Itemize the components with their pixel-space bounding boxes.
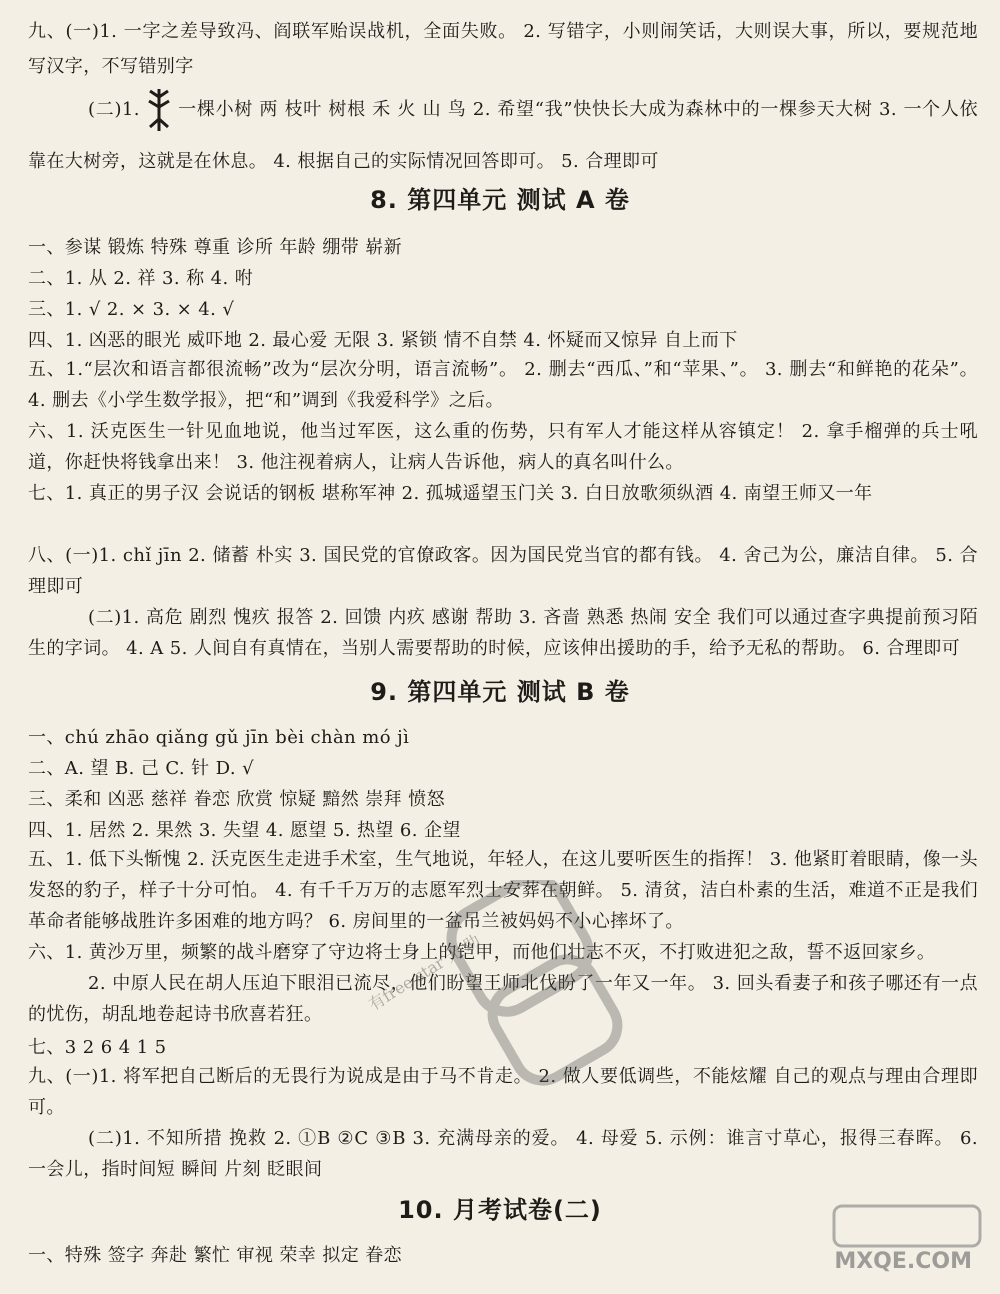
a8-line3: 三、1. √ 2. × 3. × 4. √ [28,299,235,320]
a8-q5: 五、1.“层次和语言都很流畅”改为“层次分明，语言流畅”。 2. 删去“西瓜、”和“苹果、”。 3. 删去“和鲜艳的花朵”。 4. 删去《小学生数学报》，把“和”调到《我爱科学》之后。 [28,359,978,411]
b9-q9-part1: 九、(一)1. 将军把自己断后的无畏行为说成是由于马不肯走。 2. 做人要低调些，不能炫耀 自己的观点与理由合理即可。 [28,1066,978,1118]
part2-text: 一棵小树 两 枝叶 树根 禾 火 山 鸟 2. 希望“我”快快长大成为森林中的一棵参天大树 3. 一个人依靠在大树旁，这就是在休息。 4. 根据自己的实际情况回答即可。 5. 合理即可 [28,99,978,172]
part2-label: (二)1. [88,99,140,120]
a8-line2: 二、1. 从 2. 祥 3. 称 4. 咐 [28,268,254,289]
a8-line4: 四、1. 凶恶的眼光 威吓地 2. 最心爱 无限 3. 紧锁 情不自禁 4. 怀疑而又惊异 自上而下 [28,330,738,351]
a8-line1: 一、参谋 锻炼 特殊 尊重 诊所 年龄 绷带 崭新 [28,237,403,258]
b9-q6-part1: 六、1. 黄沙万里，频繁的战斗磨穿了守边将士身上的铠甲，而他们壮志不灭，不打败进犯之敌，誓不返回家乡。 [28,942,936,963]
section9-part2 [28,84,978,188]
b9-line1: 一、chú zhāo qiǎng gǔ jīn bèi chàn mó jì [28,727,410,748]
a8-q7: 七、1. 真正的男子汉 会说话的钢板 堪称军神 2. 孤城遥望玉门关 3. 白日放歌须纵酒 4. 南望王师又一年 [28,483,873,504]
b9-line3: 三、柔和 凶恶 慈祥 眷恋 欣赏 惊疑 黯然 崇拜 愤怒 [28,789,445,810]
b9-q7: 七、3 2 6 4 1 5 [28,1037,167,1058]
heading-unit4-test-a: 8. 第四单元 测试 A 卷 [370,186,630,214]
b9-q6-part2: 2. 中原人民在胡人压迫下眼泪已流尽，他们盼望王师北伐盼了一年又一年。 3. 回头看妻子和孩子哪还有一点的忧伤，胡乱地卷起诗书欣喜若狂。 [28,973,978,1025]
b9-q9-part2: (二)1. 不知所措 挽救 2. ①B ②C ③B 3. 充满母亲的爱。 4. 母爱 5. 示例：谁言寸草心，报得三春晖。 6. 一会儿，指时间短 瞬间 片刻 眨眼间 [28,1128,978,1180]
c10-line1: 一、特殊 签字 奔赴 繁忙 审视 荣幸 拟定 眷恋 [28,1245,403,1266]
site-logo-text: MXQE.COM [834,1249,972,1274]
heading-monthly-exam-2: 10. 月考试卷(二) [398,1196,602,1224]
a8-q6: 六、1. 沃克医生一针见血地说，他当过军医，这么重的伤势，只有军人才能这样从容镇定！ 2. 拿手榴弹的兵士吼道，你赶快将钱拿出来！ 3. 他注视着病人，让病人告诉他，病人的真名叫什么。 [28,421,978,473]
b9-line4: 四、1. 居然 2. 果然 3. 失望 4. 愿望 5. 热望 6. 企望 [28,820,461,841]
ancient-tree-glyph-icon [146,87,172,133]
watermark-text: 有free star 无 助 [365,930,484,1015]
b9-q5: 五、1. 低下头惭愧 2. 沃克医生走进手术室，生气地说，年轻人，在这儿要听医生的指挥！ 3. 他紧盯着眼睛，像一头发怒的豹子，样子十分可怕。 4. 有千千万万的志愿军烈士安葬在朝鲜。 5. 清贫，洁白朴素的生活，难道不正是我们革命者能够战胜许多困难的地方吗？ 6. 房间里的一盆吊兰被妈妈不小心摔坏了。 [28,849,978,932]
a8-q8-part1: 八、(一)1. chǐ jīn 2. 储蓄 朴实 3. 国民党的官僚政客。因为国民党当官的都有钱。 4. 舍己为公，廉洁自律。 5. 合理即可 [28,545,978,597]
a8-q8-part2: (二)1. 高危 剧烈 愧疚 报答 2. 回馈 内疚 感谢 帮助 3. 吝啬 熟悉 热闹 安全 我们可以通过查字典提前预习陌生的字词。 4. A 5. 人间自有真情在，当别人需要帮助的时候，应该伸出援助的手，给予无私的帮助。 6. 合理即可 [28,607,978,659]
section9-part1: 九、(一)1. 一字之差导致冯、阎联军贻误战机，全面失败。 2. 写错字，小则闹笑话，大则误大事，所以，要规范地写汉字，不写错别字 [28,21,978,77]
b9-line2: 二、A. 望 B. 己 C. 针 D. √ [28,758,254,779]
heading-unit4-test-b: 9. 第四单元 测试 B 卷 [370,678,630,706]
